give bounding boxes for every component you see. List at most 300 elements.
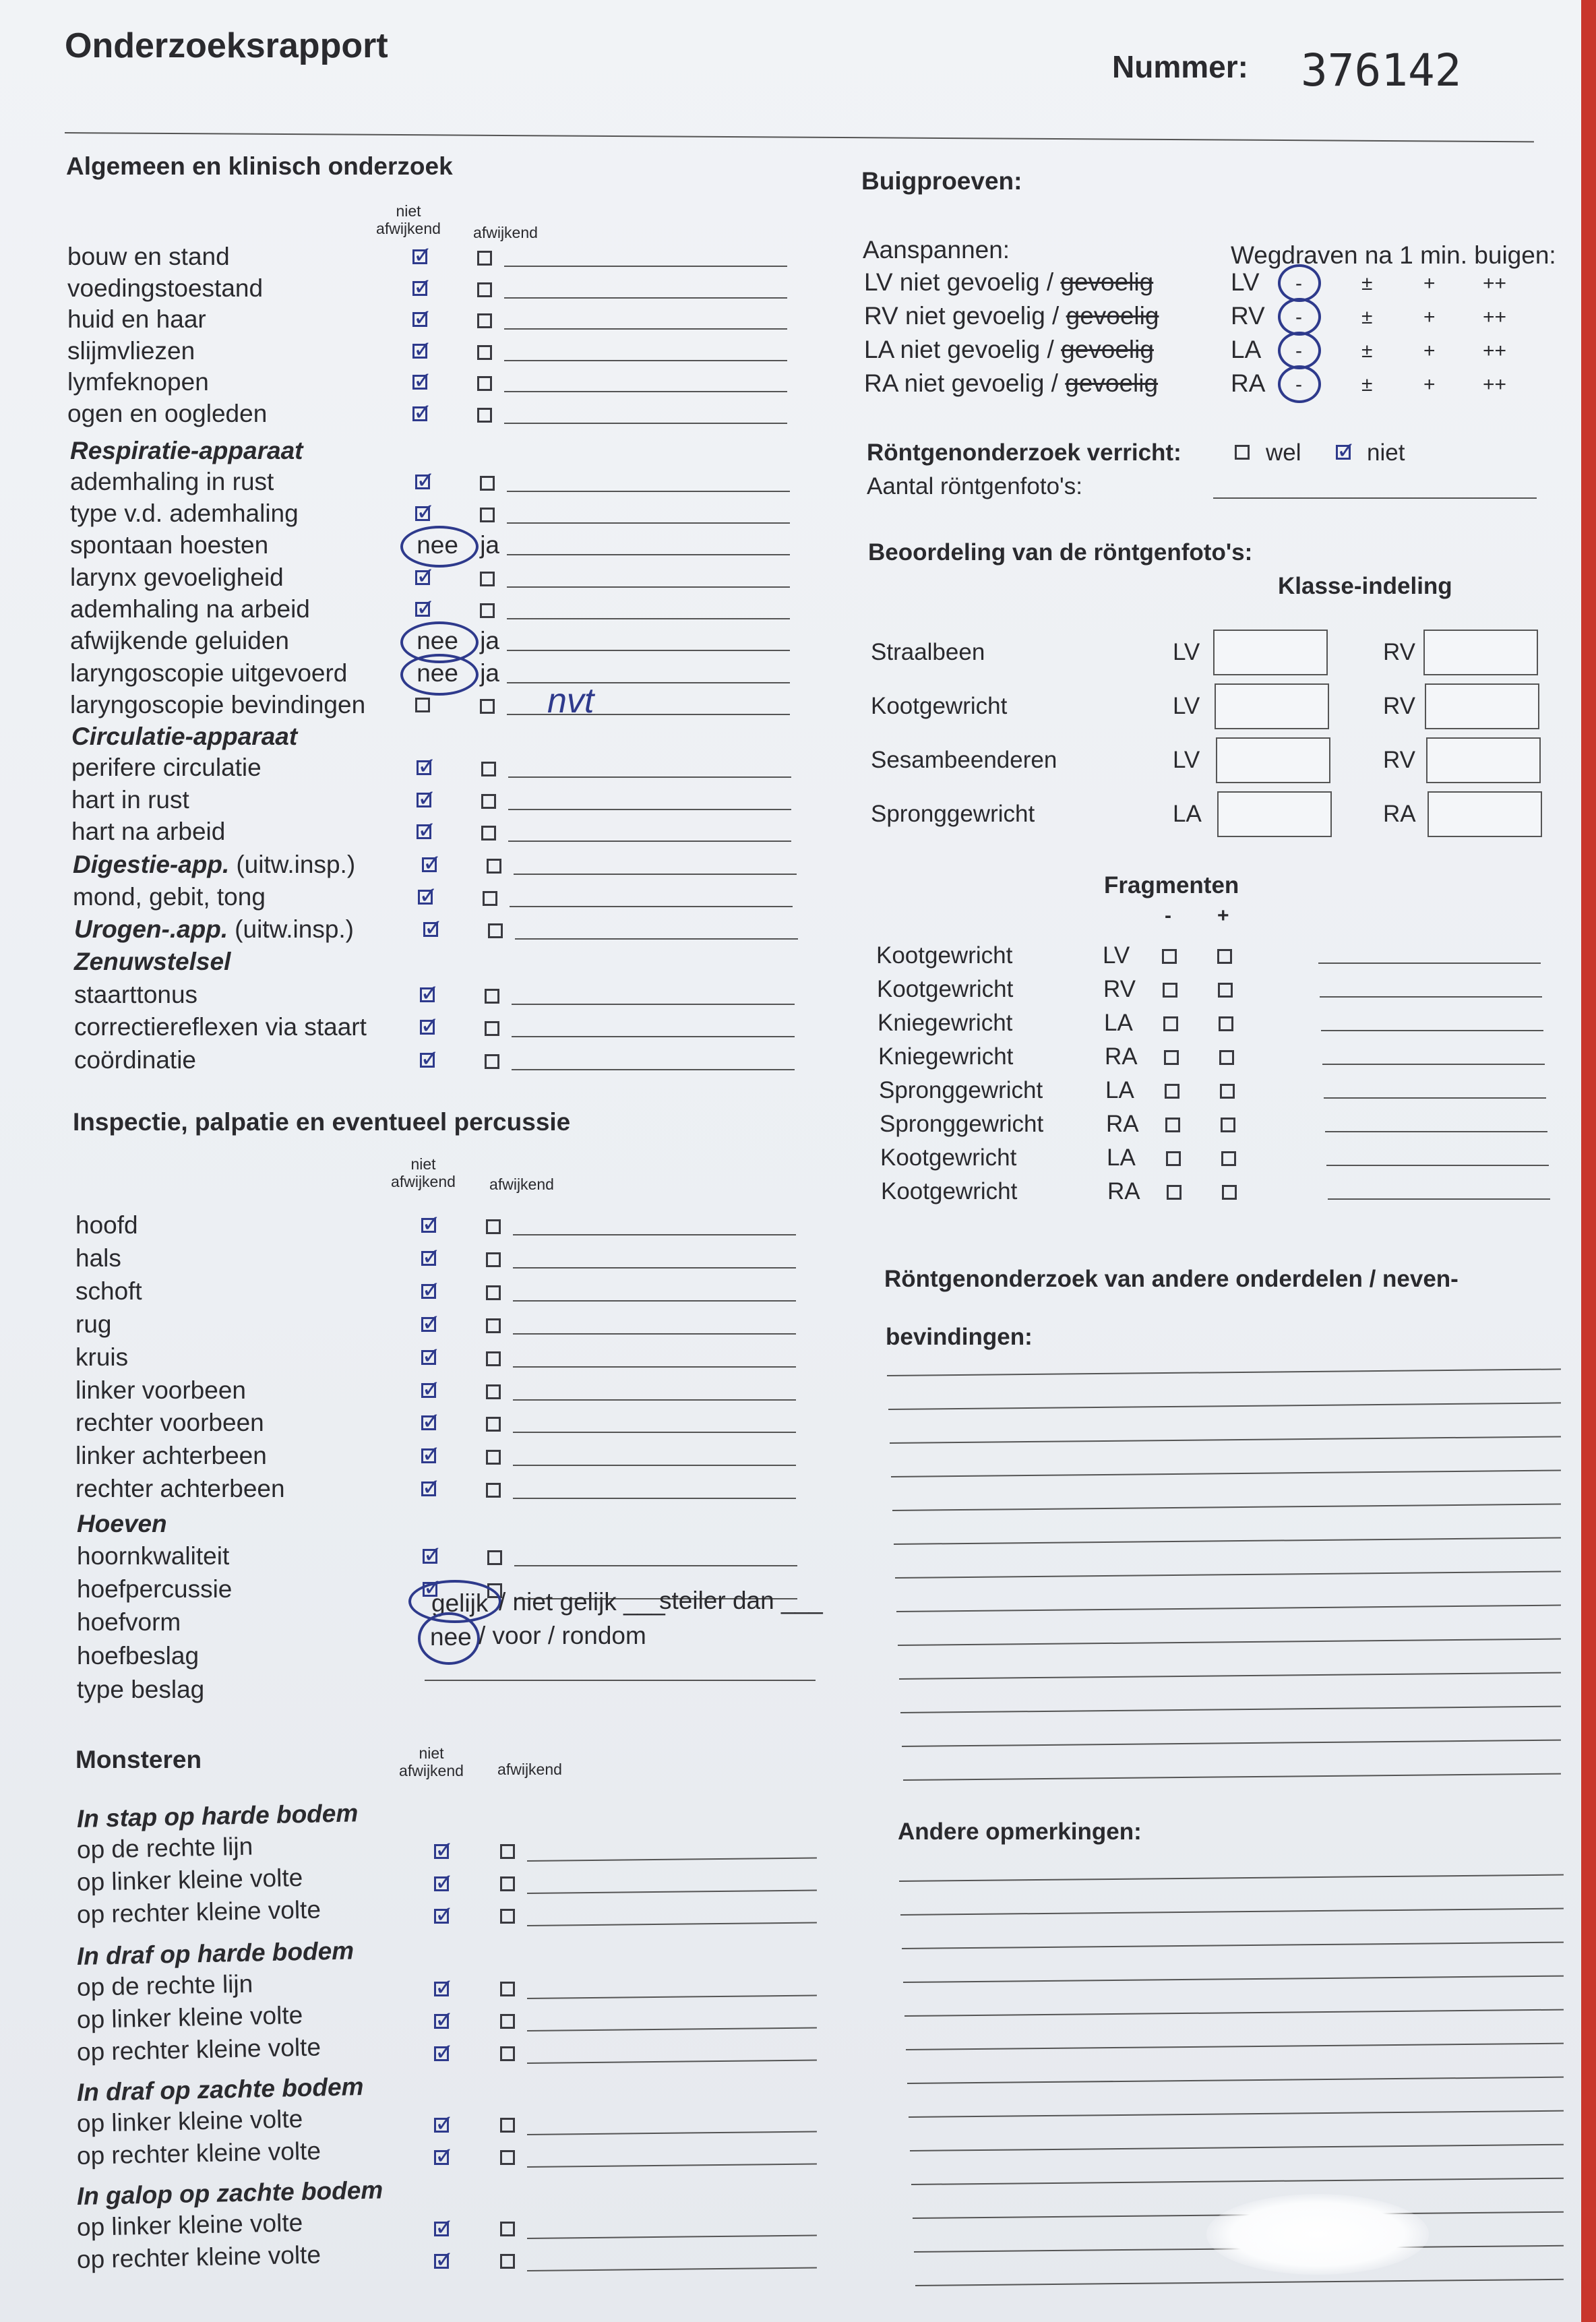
row-insp-8-remark-line[interactable] (513, 1498, 796, 1499)
buig-row-2-scale-2[interactable]: + (1423, 340, 1436, 362)
row-urogen-niet-afwijkend-checkbox[interactable] (423, 922, 438, 937)
row-insp-4: kruis (75, 1343, 129, 1371)
row-draf-hard-2: op rechter kleine volte (76, 2033, 321, 2066)
row-resp-2: spontaan hoesten (70, 531, 269, 559)
col-header-afwijkend: afwijkend (473, 224, 538, 241)
zen-title: Zenuwstelsel (74, 948, 231, 975)
buig-row-3-scale-0[interactable]: - (1295, 373, 1302, 396)
klasse-row-3-left-input[interactable] (1217, 791, 1332, 837)
frag-row-7-leg: RA (1107, 1178, 1140, 1204)
row-general-2-niet-afwijkend-checkbox[interactable] (412, 312, 427, 327)
row-general-0-remark-line[interactable] (504, 266, 787, 267)
row-general-1-afwijkend-checkbox[interactable] (477, 282, 492, 297)
klasse-row-3-right-leg: RA (1383, 801, 1416, 827)
row-zen-1-niet-afwijkend-checkbox[interactable] (420, 1020, 435, 1035)
row-zen-2-remark-line[interactable] (512, 1069, 795, 1070)
buig-row-2-scale-1[interactable]: ± (1361, 340, 1373, 362)
row-insp-4-niet-afwijkend-checkbox[interactable] (421, 1350, 436, 1365)
frag-row-6-name: Kootgewricht (880, 1144, 1017, 1171)
aanspannen-label: Aanspannen: (863, 236, 1010, 264)
row-general-0: bouw en stand (67, 243, 230, 270)
buig-row-1-minus-circle (1278, 298, 1321, 336)
row-hoefpercussie: hoefpercussie (77, 1575, 233, 1603)
rontgen-niet-checkbox[interactable] (1336, 445, 1351, 460)
klasse-row-0-left-leg: LV (1173, 639, 1200, 665)
row-galop-1-niet-afwijkend-checkbox[interactable] (434, 2254, 449, 2269)
row-draf-hard-2-niet-afwijkend-checkbox[interactable] (434, 2046, 449, 2061)
row-general-4-remark-line[interactable] (504, 391, 787, 392)
frag-row-2-remark-line[interactable] (1321, 1030, 1543, 1031)
row-mond-afwijkend-checkbox[interactable] (483, 891, 497, 906)
row-circ-2-remark-line[interactable] (508, 841, 791, 842)
galop-title: In galop op zachte bodem (76, 2176, 383, 2210)
klasse-row-1-left-leg: LV (1173, 693, 1200, 719)
hoefvorm-gelijk[interactable]: gelijk (431, 1589, 489, 1617)
row-general-3-afwijkend-checkbox[interactable] (477, 345, 492, 360)
col2-niet: niet (410, 1155, 436, 1173)
frag-row-1-minus-checkbox[interactable] (1163, 983, 1177, 998)
rontgen-verricht-label: Röntgenonderzoek verricht: (867, 439, 1181, 466)
frag-row-5-name: Spronggewricht (880, 1111, 1044, 1137)
row-general-1-remark-line[interactable] (504, 297, 787, 299)
row-resp-6-nee[interactable]: nee (417, 659, 458, 687)
row-mond-remark-line[interactable] (510, 906, 793, 907)
row-general-4: lymfeknopen (67, 368, 209, 396)
buig-row-3-scale-3[interactable]: ++ (1483, 373, 1507, 396)
monsteren-title: Monsteren (75, 1746, 202, 1773)
row-general-2-afwijkend-checkbox[interactable] (477, 313, 492, 328)
hoeven-title: Hoeven (77, 1510, 167, 1537)
frag-row-7-name: Kootgewricht (881, 1178, 1018, 1204)
row-zen-1-afwijkend-checkbox[interactable] (485, 1021, 499, 1036)
klasse-row-0-left-input[interactable] (1213, 630, 1328, 675)
rontgen-wel-label: wel (1266, 439, 1301, 466)
row-insp-6-niet-afwijkend-checkbox[interactable] (421, 1415, 436, 1430)
row-galop-1: op rechter kleine volte (76, 2240, 321, 2273)
row-circ-0: perifere circulatie (71, 754, 262, 781)
frag-row-2-plus-checkbox[interactable] (1219, 1016, 1233, 1031)
row-zen-0-afwijkend-checkbox[interactable] (485, 989, 499, 1004)
klasse-row-2-right-leg: RV (1383, 747, 1415, 773)
row-circ-2: hart na arbeid (71, 818, 226, 845)
row-circ-1-niet-afwijkend-checkbox[interactable] (417, 793, 431, 807)
row-insp-2-niet-afwijkend-checkbox[interactable] (421, 1284, 436, 1299)
row-resp-0-remark-line[interactable] (507, 491, 790, 492)
frag-row-3-leg: RA (1105, 1043, 1138, 1070)
row-resp-3-remark-line[interactable] (507, 586, 790, 588)
row-resp-5-ja[interactable]: ja (480, 627, 499, 654)
buig-row-0-label (864, 268, 1153, 297)
row-circ-1-remark-line[interactable] (508, 809, 791, 810)
row-resp-2-ja[interactable]: ja (480, 531, 499, 559)
row-general-5-remark-line[interactable] (504, 423, 787, 424)
row-resp-1-niet-afwijkend-checkbox[interactable] (415, 506, 430, 521)
frag-row-2-minus-checkbox[interactable] (1163, 1016, 1178, 1031)
row-draf-zacht-1-afwijkend-checkbox[interactable] (500, 2150, 515, 2165)
row-insp-2: schoft (75, 1277, 142, 1305)
section-general-title: Algemeen en klinisch onderzoek (66, 152, 453, 180)
buig-row-1-scale-0[interactable]: - (1295, 306, 1302, 328)
hoefbeslag-nee-circle (418, 1612, 480, 1665)
buig-row-1-leg: RV (1231, 302, 1265, 330)
row-insp-2-afwijkend-checkbox[interactable] (486, 1285, 501, 1300)
klasse-row-2-right-input[interactable] (1426, 737, 1541, 783)
frag-row-5-minus-checkbox[interactable] (1165, 1118, 1180, 1132)
buig-row-3-scale-2[interactable]: + (1423, 373, 1436, 396)
andere-opmerkingen-title: Andere opmerkingen: (898, 1819, 1142, 1845)
row-galop-0-afwijkend-checkbox[interactable] (500, 2222, 515, 2236)
frag-row-0-plus-checkbox[interactable] (1217, 949, 1232, 964)
row-zen-2-niet-afwijkend-checkbox[interactable] (420, 1053, 435, 1068)
col2-afwijkend: afwijkend (391, 1173, 456, 1190)
buig-row-3-scale-1[interactable]: ± (1361, 373, 1373, 396)
buigproeven-title: Buigproeven: (861, 167, 1022, 195)
frag-row-3-remark-line[interactable] (1322, 1064, 1545, 1065)
buig-row-3-struck: gevoelig (1065, 369, 1159, 397)
klasse-row-1-right-input[interactable] (1425, 683, 1539, 729)
frag-row-6-leg: LA (1107, 1144, 1136, 1171)
frag-row-4-plus-checkbox[interactable] (1220, 1084, 1235, 1099)
row-general-0-afwijkend-checkbox[interactable] (477, 251, 492, 266)
row-insp-7-niet-afwijkend-checkbox[interactable] (421, 1448, 436, 1463)
row-insp-1-remark-line[interactable] (513, 1267, 796, 1269)
buig-row-1-label (864, 302, 1159, 330)
frag-row-3-plus-checkbox[interactable] (1219, 1050, 1234, 1065)
frag-row-5-leg: RA (1106, 1111, 1139, 1137)
frag-row-5-plus-checkbox[interactable] (1221, 1118, 1235, 1132)
row-insp-2-remark-line[interactable] (513, 1300, 796, 1302)
row-insp-0-niet-afwijkend-checkbox[interactable] (421, 1218, 436, 1233)
row-general-3-niet-afwijkend-checkbox[interactable] (412, 344, 427, 359)
frag-row-1-name: Kootgewricht (877, 976, 1014, 1002)
row-draf-hard-1: op linker kleine volte (76, 2000, 303, 2034)
nevenbevindingen-title: bevindingen: (886, 1324, 1033, 1350)
row-draf-zacht-1: op rechter kleine volte (76, 2137, 321, 2170)
buig-row-2-label (864, 336, 1154, 364)
row-general-4-niet-afwijkend-checkbox[interactable] (412, 375, 427, 390)
row-draf-zacht-1-niet-afwijkend-checkbox[interactable] (434, 2150, 449, 2165)
row-insp-1-niet-afwijkend-checkbox[interactable] (421, 1251, 436, 1266)
row-hoornkwaliteit-niet-afwijkend-checkbox[interactable] (423, 1549, 437, 1564)
klasse-row-3-name: Spronggewricht (871, 801, 1035, 827)
frag-row-4-remark-line[interactable] (1324, 1097, 1546, 1099)
light-glare (1206, 2194, 1429, 2275)
digestie-title: Digestie-app. (73, 851, 230, 878)
frag-row-3-minus-checkbox[interactable] (1164, 1050, 1179, 1065)
row-resp-1-remark-line[interactable] (507, 522, 790, 524)
row-insp-6-afwijkend-checkbox[interactable] (486, 1417, 501, 1432)
row-stap-1-afwijkend-checkbox[interactable] (500, 1876, 515, 1891)
row-zen-1: correctiereflexen via staart (74, 1013, 367, 1041)
row-resp-7-afwijkend-checkbox[interactable] (480, 699, 495, 714)
buig-row-1-scale-3[interactable]: ++ (1483, 306, 1507, 328)
klasse-row-2-left-input[interactable] (1216, 737, 1330, 783)
row-draf-hard-1-afwijkend-checkbox[interactable] (500, 2014, 515, 2029)
klasse-row-3-left-leg: LA (1173, 801, 1202, 827)
row-resp-0-afwijkend-checkbox[interactable] (480, 476, 495, 491)
draf-hard-title: In draf op harde bodem (76, 1936, 355, 1970)
row-draf-hard-0-afwijkend-checkbox[interactable] (500, 1982, 515, 1996)
row-resp-0: ademhaling in rust (70, 468, 274, 495)
row-resp-2-nee-circle (400, 526, 479, 568)
frag-row-1-remark-line[interactable] (1320, 996, 1542, 998)
buig-row-0-text: LV niet gevoelig / (864, 268, 1061, 296)
row-digestie-label (73, 851, 355, 879)
section-inspectie-title: Inspectie, palpatie en eventueel percussie (73, 1108, 571, 1136)
row-zen-0-remark-line[interactable] (512, 1004, 795, 1005)
row-mond-niet-afwijkend-checkbox[interactable] (418, 890, 433, 905)
frag-row-7-remark-line[interactable] (1328, 1198, 1550, 1200)
row-zen-0-niet-afwijkend-checkbox[interactable] (420, 987, 435, 1002)
row-resp-7: laryngoscopie bevindingen (70, 691, 366, 719)
col-header-3-niet-afwijkend (391, 1744, 472, 1779)
row-general-2: huid en haar (67, 305, 206, 333)
type-beslag-line[interactable] (425, 1680, 816, 1681)
klasse-row-3-right-input[interactable] (1428, 791, 1542, 837)
beoordeling-title: Beoordeling van de röntgenfoto's: (868, 539, 1253, 566)
buig-row-3-label (864, 369, 1158, 398)
urogen-suffix: (uitw.insp.) (235, 915, 355, 943)
stap-title: In stap op harde bodem (76, 1799, 359, 1833)
buig-row-0-scale-1[interactable]: ± (1361, 272, 1373, 295)
row-digestie-niet-afwijkend-checkbox[interactable] (422, 857, 437, 872)
buig-row-2-leg: LA (1231, 336, 1262, 363)
buig-row-2-text: LA niet gevoelig / (864, 336, 1062, 363)
row-zen-2: coördinatie (74, 1046, 197, 1074)
aantal-fotos-line[interactable] (1213, 497, 1537, 499)
frag-row-4-name: Spronggewricht (879, 1077, 1043, 1103)
frag-row-7-plus-checkbox[interactable] (1222, 1185, 1237, 1200)
row-resp-5-remark-line[interactable] (507, 650, 790, 651)
buig-row-3-leg: RA (1231, 369, 1266, 397)
row-insp-5-afwijkend-checkbox[interactable] (486, 1384, 501, 1399)
frag-row-0-minus-checkbox[interactable] (1162, 949, 1177, 964)
klasse-row-0-right-input[interactable] (1423, 630, 1538, 675)
row-mond: mond, gebit, tong (73, 883, 266, 911)
row-circ-0-niet-afwijkend-checkbox[interactable] (417, 760, 431, 775)
row-insp-3-niet-afwijkend-checkbox[interactable] (421, 1317, 436, 1332)
row-hoornkwaliteit-afwijkend-checkbox[interactable] (487, 1550, 502, 1565)
frag-row-7-minus-checkbox[interactable] (1167, 1185, 1181, 1200)
row-stap-2: op rechter kleine volte (76, 1895, 321, 1928)
row-stap-2-afwijkend-checkbox[interactable] (500, 1909, 515, 1924)
row-general-1: voedingstoestand (67, 274, 264, 302)
row-insp-3-remark-line[interactable] (513, 1333, 796, 1335)
klasse-row-1-left-input[interactable] (1215, 683, 1329, 729)
buig-row-3-text: RA niet gevoelig / (864, 369, 1066, 397)
row-general-5-niet-afwijkend-checkbox[interactable] (412, 406, 427, 421)
frag-row-1-leg: RV (1103, 976, 1136, 1002)
row-resp-1: type v.d. ademhaling (70, 499, 299, 527)
row-draf-zacht-0-niet-afwijkend-checkbox[interactable] (434, 2118, 449, 2133)
row-stap-2-niet-afwijkend-checkbox[interactable] (434, 1909, 449, 1924)
resp-title: Respiratie-apparaat (70, 437, 303, 464)
row-insp-8-niet-afwijkend-checkbox[interactable] (421, 1481, 436, 1496)
row-insp-7: linker achterbeen (75, 1442, 267, 1469)
aantal-fotos-label: Aantal röntgenfoto's: (867, 473, 1082, 499)
row-resp-5-nee[interactable]: nee (417, 627, 458, 654)
row-circ-1-afwijkend-checkbox[interactable] (481, 794, 496, 809)
row-general-0-niet-afwijkend-checkbox[interactable] (412, 249, 427, 264)
buig-row-3-minus-circle (1278, 365, 1321, 403)
frag-row-6-remark-line[interactable] (1326, 1165, 1549, 1166)
fragmenten-title: Fragmenten (1104, 872, 1239, 898)
row-zen-0: staarttonus (74, 981, 198, 1008)
row-insp-3-afwijkend-checkbox[interactable] (486, 1318, 501, 1333)
row-insp-6: rechter voorbeen (75, 1409, 264, 1436)
row-resp-4-niet-afwijkend-checkbox[interactable] (415, 602, 430, 617)
row-draf-hard-2-afwijkend-checkbox[interactable] (500, 2046, 515, 2061)
row-resp-6: laryngoscopie uitgevoerd (70, 659, 348, 687)
row-resp-3-afwijkend-checkbox[interactable] (480, 572, 495, 586)
buig-row-1-scale-2[interactable]: + (1423, 306, 1436, 328)
row-insp-5: linker voorbeen (75, 1376, 246, 1404)
col-afwijkend: afwijkend (376, 220, 441, 237)
klasse-indeling-title: Klasse-indeling (1278, 573, 1452, 599)
row-digestie-remark-line[interactable] (514, 874, 797, 875)
row-hoefvorm: hoefvorm (77, 1608, 181, 1636)
buig-row-0-scale-2[interactable]: + (1423, 272, 1436, 295)
row-galop-1-afwijkend-checkbox[interactable] (500, 2254, 515, 2269)
row-urogen-remark-line[interactable] (515, 938, 798, 940)
row-insp-0-afwijkend-checkbox[interactable] (486, 1219, 501, 1234)
digestie-suffix: (uitw.insp.) (236, 851, 356, 878)
frag-row-4-leg: LA (1105, 1077, 1134, 1103)
row-hoefbeslag: hoefbeslag (77, 1642, 200, 1670)
row-stap-1: op linker kleine volte (76, 1863, 303, 1896)
row-digestie-afwijkend-checkbox[interactable] (487, 859, 501, 874)
frag-row-6-minus-checkbox[interactable] (1166, 1151, 1181, 1166)
row-galop-0-niet-afwijkend-checkbox[interactable] (434, 2222, 449, 2236)
buig-row-2-scale-0[interactable]: - (1295, 340, 1302, 362)
row-circ-0-remark-line[interactable] (508, 776, 791, 778)
row-draf-hard-0: op de rechte lijn (76, 1969, 253, 2001)
row-general-1-niet-afwijkend-checkbox[interactable] (412, 281, 427, 296)
row-insp-8: rechter achterbeen (75, 1475, 285, 1502)
row-insp-7-afwijkend-checkbox[interactable] (486, 1450, 501, 1465)
circ-title: Circulatie-apparaat (71, 723, 298, 750)
row-resp-4-remark-line[interactable] (507, 618, 790, 619)
hoefbeslag-nee[interactable]: nee (430, 1623, 472, 1651)
frag-row-0-leg: LV (1103, 942, 1130, 969)
rontgen-wel-checkbox[interactable] (1235, 445, 1250, 460)
buig-row-1-scale-1[interactable]: ± (1361, 306, 1373, 328)
page-title: Onderzoeksrapport (65, 26, 388, 65)
row-resp-4: ademhaling na arbeid (70, 595, 310, 623)
frag-plus-header: + (1217, 905, 1229, 927)
frag-row-6-plus-checkbox[interactable] (1221, 1151, 1236, 1166)
col-header-niet-afwijkend (368, 202, 449, 237)
frag-row-5-remark-line[interactable] (1325, 1131, 1547, 1132)
row-resp-4-afwijkend-checkbox[interactable] (480, 603, 495, 618)
buig-row-0-struck: gevoelig (1060, 268, 1154, 296)
row-resp-2-nee[interactable]: nee (417, 531, 458, 559)
col-header-2-afwijkend: afwijkend (489, 1175, 554, 1193)
col3-niet: niet (419, 1744, 444, 1762)
row-hoornkwaliteit: hoornkwaliteit (77, 1542, 230, 1570)
row-insp-4-remark-line[interactable] (513, 1366, 796, 1368)
row-urogen-label (74, 915, 354, 944)
col-niet: niet (396, 202, 421, 220)
row-insp-6-remark-line[interactable] (513, 1432, 796, 1433)
row-insp-5-remark-line[interactable] (513, 1399, 796, 1401)
row-draf-hard-1-niet-afwijkend-checkbox[interactable] (434, 2014, 449, 2029)
row-insp-0-remark-line[interactable] (513, 1234, 796, 1235)
row-galop-0: op linker kleine volte (76, 2208, 303, 2241)
row-insp-7-remark-line[interactable] (513, 1465, 796, 1466)
frag-row-1-plus-checkbox[interactable] (1218, 983, 1233, 998)
col-header-2-niet-afwijkend (383, 1155, 464, 1190)
rontgen-niet-label: niet (1367, 439, 1405, 466)
buig-row-0-minus-circle (1278, 264, 1321, 302)
row-draf-hard-0-niet-afwijkend-checkbox[interactable] (434, 1982, 449, 1996)
row-resp-7-niet-afwijkend-checkbox[interactable] (415, 698, 430, 712)
row-insp-4-afwijkend-checkbox[interactable] (486, 1351, 501, 1366)
row-stap-0-afwijkend-checkbox[interactable] (500, 1844, 515, 1859)
handwritten-nvt: nvt (547, 681, 594, 721)
buig-row-1-struck: gevoelig (1066, 302, 1159, 330)
row-resp-1-afwijkend-checkbox[interactable] (480, 508, 495, 522)
row-urogen-afwijkend-checkbox[interactable] (488, 923, 503, 938)
number-label: Nummer: (1112, 49, 1248, 84)
row-circ-0-afwijkend-checkbox[interactable] (481, 762, 496, 776)
row-insp-1-afwijkend-checkbox[interactable] (486, 1252, 501, 1267)
row-insp-0: hoofd (75, 1211, 138, 1239)
hoefvorm-niet-gelijk[interactable]: / niet gelijk ___ (499, 1588, 665, 1616)
wegdraven-label: Wegdraven na 1 min. buigen: (1231, 241, 1556, 269)
hoefvorm-steiler[interactable]: steiler dan ___ (659, 1587, 823, 1614)
row-insp-8-afwijkend-checkbox[interactable] (486, 1483, 501, 1498)
row-general-5: ogen en oogleden (67, 399, 268, 427)
row-draf-zacht-0: op linker kleine volte (76, 2104, 303, 2137)
row-circ-2-afwijkend-checkbox[interactable] (481, 826, 496, 841)
klasse-row-1-name: Kootgewricht (871, 693, 1008, 719)
row-general-4-afwijkend-checkbox[interactable] (477, 376, 492, 391)
row-circ-1: hart in rust (71, 786, 189, 814)
row-general-2-remark-line[interactable] (504, 328, 787, 330)
row-stap-0-niet-afwijkend-checkbox[interactable] (434, 1844, 449, 1859)
row-stap-1-niet-afwijkend-checkbox[interactable] (434, 1876, 449, 1891)
row-type-beslag: type beslag (77, 1676, 205, 1703)
buig-row-0-leg: LV (1231, 268, 1260, 296)
buig-row-2-scale-3[interactable]: ++ (1483, 340, 1507, 362)
frag-row-4-minus-checkbox[interactable] (1165, 1084, 1179, 1099)
row-general-5-afwijkend-checkbox[interactable] (477, 408, 492, 423)
row-zen-1-remark-line[interactable] (512, 1036, 795, 1037)
frag-row-2-name: Kniegewricht (878, 1010, 1013, 1036)
row-hoornkwaliteit-remark-line[interactable] (514, 1565, 797, 1566)
row-resp-6-ja[interactable]: ja (480, 659, 499, 687)
frag-row-3-name: Kniegewricht (878, 1043, 1014, 1070)
red-folder-edge (1581, 0, 1596, 2322)
row-resp-2-remark-line[interactable] (507, 554, 790, 555)
klasse-row-2-left-leg: LV (1173, 747, 1200, 773)
row-general-3-remark-line[interactable] (504, 360, 787, 361)
row-draf-zacht-0-afwijkend-checkbox[interactable] (500, 2118, 515, 2133)
row-circ-2-niet-afwijkend-checkbox[interactable] (417, 824, 431, 839)
frag-row-0-remark-line[interactable] (1318, 963, 1541, 964)
row-resp-3-niet-afwijkend-checkbox[interactable] (415, 570, 430, 585)
buig-row-0-scale-0[interactable]: - (1295, 272, 1302, 295)
row-resp-0-niet-afwijkend-checkbox[interactable] (415, 475, 430, 489)
hoefbeslag-options[interactable]: / voor / rondom (479, 1622, 646, 1649)
row-insp-5-niet-afwijkend-checkbox[interactable] (421, 1383, 436, 1398)
buig-row-0-scale-3[interactable]: ++ (1483, 272, 1507, 295)
buig-row-1-text: RV niet gevoelig / (864, 302, 1066, 330)
row-resp-5: afwijkende geluiden (70, 627, 290, 654)
row-zen-2-afwijkend-checkbox[interactable] (485, 1054, 499, 1069)
frag-row-2-leg: LA (1104, 1010, 1133, 1036)
